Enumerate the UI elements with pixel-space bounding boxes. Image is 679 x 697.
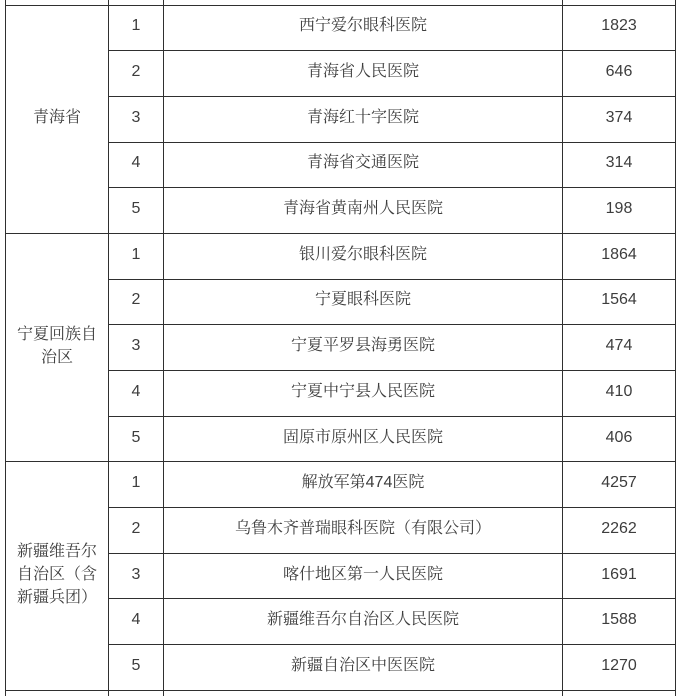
cropped-cell	[109, 690, 164, 696]
table-row	[6, 5, 676, 51]
value-cell: 1823	[563, 5, 676, 51]
hospital-ranking-table	[5, 0, 676, 696]
rank-cell: 1	[109, 233, 164, 279]
value-cell: 4257	[563, 462, 676, 508]
region-cell: 新疆维吾尔自治区（含新疆兵团）	[6, 462, 109, 690]
rank-cell: 1	[109, 5, 164, 51]
hospital-name-cell: 西宁爱尔眼科医院	[164, 5, 563, 51]
hospital-name-cell: 新疆自治区中医医院	[164, 645, 563, 691]
rank-cell: 3	[109, 325, 164, 371]
hospital-name-cell: 宁夏眼科医院	[164, 279, 563, 325]
value-cell: 2262	[563, 508, 676, 554]
rank-cell: 2	[109, 279, 164, 325]
hospital-name-cell: 宁夏平罗县海勇医院	[164, 325, 563, 371]
value-cell: 314	[563, 142, 676, 188]
region-cell: 青海省	[6, 5, 109, 233]
hospital-name-cell: 青海省交通医院	[164, 142, 563, 188]
table-row	[6, 233, 676, 279]
table-row	[6, 462, 676, 508]
hospital-name-cell: 新疆维吾尔自治区人民医院	[164, 599, 563, 645]
rank-cell: 4	[109, 371, 164, 417]
hospital-name-cell: 银川爱尔眼科医院	[164, 233, 563, 279]
rank-cell: 2	[109, 51, 164, 97]
hospital-name-cell: 固原市原州区人民医院	[164, 416, 563, 462]
value-cell: 198	[563, 188, 676, 234]
value-cell: 410	[563, 371, 676, 417]
value-cell: 1588	[563, 599, 676, 645]
rank-cell: 5	[109, 645, 164, 691]
rank-cell: 4	[109, 599, 164, 645]
rank-cell: 3	[109, 96, 164, 142]
rank-cell: 5	[109, 188, 164, 234]
hospital-name-cell: 解放军第474医院	[164, 462, 563, 508]
value-cell: 1691	[563, 553, 676, 599]
value-cell: 1864	[563, 233, 676, 279]
hospital-name-cell: 青海红十字医院	[164, 96, 563, 142]
hospital-name-cell: 宁夏中宁县人民医院	[164, 371, 563, 417]
hospital-name-cell: 青海省黄南州人民医院	[164, 188, 563, 234]
value-cell: 374	[563, 96, 676, 142]
value-cell: 474	[563, 325, 676, 371]
value-cell: 1270	[563, 645, 676, 691]
value-cell: 646	[563, 51, 676, 97]
cropped-cell	[6, 690, 109, 696]
rank-cell: 3	[109, 553, 164, 599]
cropped-cell	[563, 690, 676, 696]
value-cell: 1564	[563, 279, 676, 325]
value-cell: 406	[563, 416, 676, 462]
cropped-row-bottom	[6, 690, 676, 696]
hospital-name-cell: 乌鲁木齐普瑞眼科医院（有限公司）	[164, 508, 563, 554]
rank-cell: 2	[109, 508, 164, 554]
rank-cell: 5	[109, 416, 164, 462]
hospital-name-cell: 青海省人民医院	[164, 51, 563, 97]
rank-cell: 4	[109, 142, 164, 188]
rank-cell: 1	[109, 462, 164, 508]
cropped-cell	[164, 690, 563, 696]
hospital-name-cell: 喀什地区第一人民医院	[164, 553, 563, 599]
region-cell: 宁夏回族自治区	[6, 233, 109, 461]
